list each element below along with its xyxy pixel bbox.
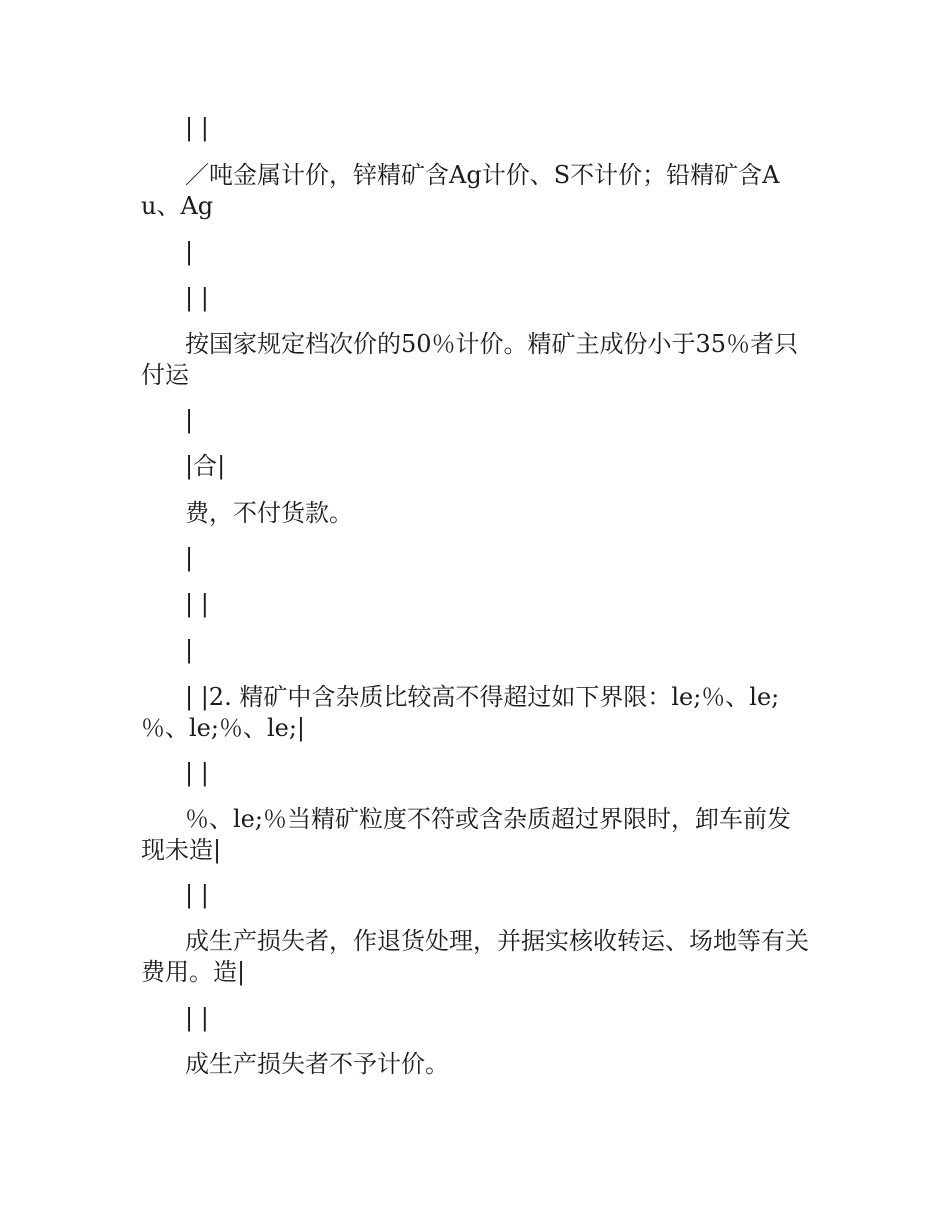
- paragraph-16: 成生产损失者，作退货处理，并据实核收转运、场地等有关费用。造|: [141, 927, 809, 986]
- paragraph-12: | |2. 精矿中含杂质比较高不得超过如下界限：le;％、le;％、le;％、le;|: [141, 683, 780, 742]
- paragraph-7: |合|: [185, 452, 226, 480]
- paragraph-14: ％、le;％当精矿粒度不符或含杂质超过界限时，卸车前发现未造|: [141, 805, 791, 864]
- paragraph-3: |: [185, 238, 194, 266]
- paragraph-18: 成生产损失者不予计价。: [185, 1050, 449, 1078]
- paragraph-2: ／吨金属计价，锌精矿含Ag计价、S不计价；铅精矿含Au、Ag: [141, 161, 780, 220]
- paragraph-1: | |: [185, 114, 209, 142]
- paragraph-6: |: [185, 406, 194, 434]
- paragraph-11: |: [185, 636, 194, 664]
- paragraph-5: 按国家规定档次价的50％计价。精矿主成份小于35％者只付运: [141, 330, 799, 389]
- paragraph-13: | |: [185, 759, 209, 787]
- paragraph-9: |: [185, 544, 194, 572]
- paragraph-10: | |: [185, 590, 209, 618]
- paragraph-15: | |: [185, 881, 209, 909]
- paragraph-4: | |: [185, 284, 209, 312]
- paragraph-8: 费，不付货款。: [185, 499, 353, 527]
- paragraph-17: | |: [185, 1004, 209, 1032]
